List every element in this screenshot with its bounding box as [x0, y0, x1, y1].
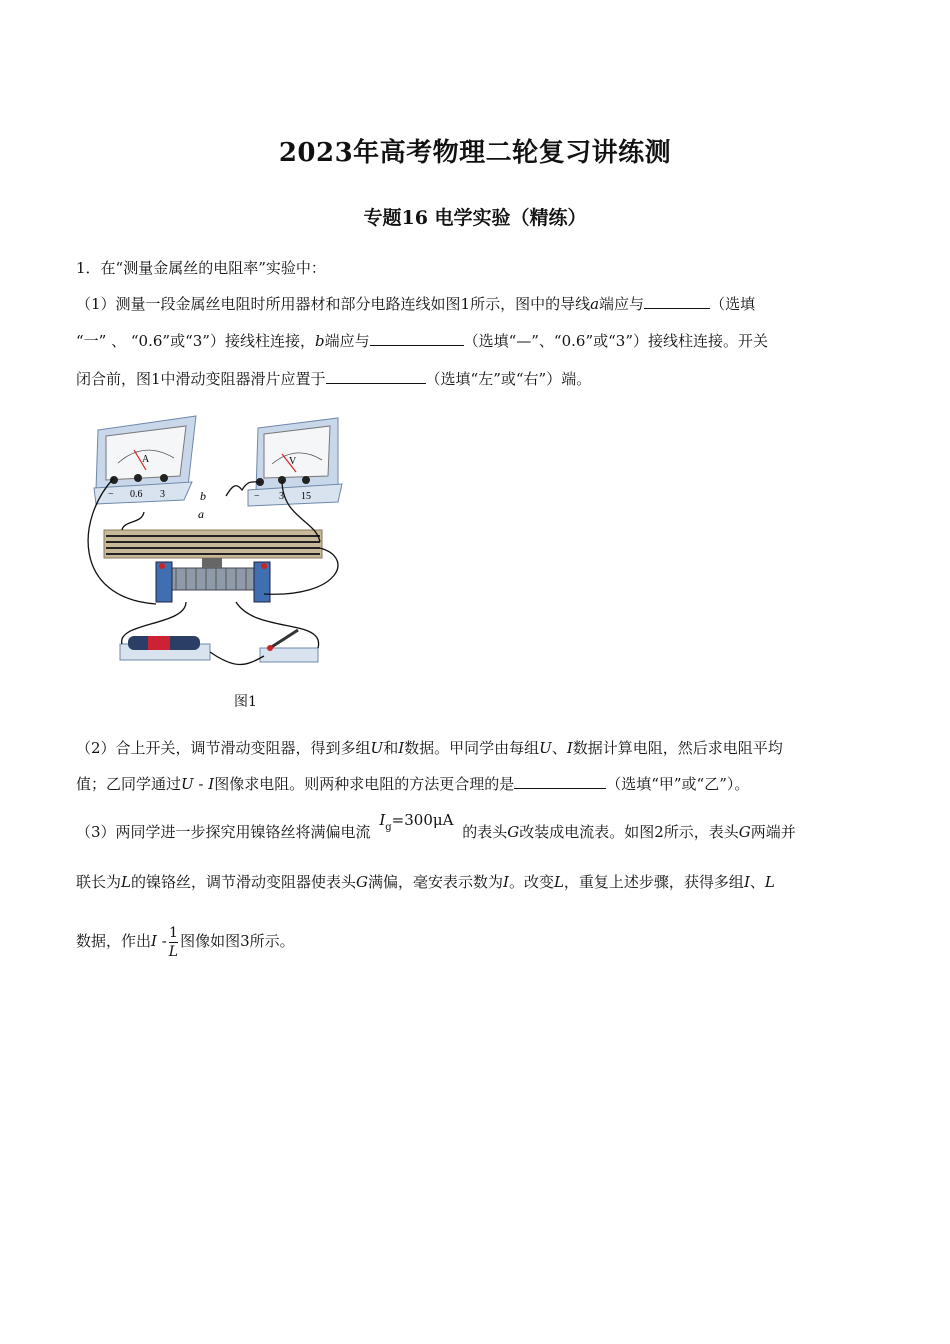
part2-line1: （2）合上开关，调节滑动变阻器，得到多组U和I数据。甲同学由每组U、I数据计算电阻，然后求电阻平均	[76, 739, 783, 757]
part1-line3: 闭合前，图1中滑动变阻器滑片应置于 （选填“左”或“右”）端。	[76, 370, 592, 388]
answer-blank[interactable]	[514, 774, 606, 789]
voltmeter	[248, 418, 342, 506]
part3-line3: 数据，作出I - $\frac{1}{L}$ 图像如图3所示。	[76, 924, 295, 960]
page-title: 2023年高考物理二轮复习讲练测	[278, 138, 672, 168]
switch	[260, 630, 318, 662]
svg-text:15: 15	[301, 491, 311, 502]
svg-text:a: a	[198, 507, 204, 521]
ig-formula: $I_g=300\mu A$	[379, 811, 454, 833]
part1-line2: “一” 、 “0.6”或“3”）接线柱连接，b端应与 （选填“—”、“0.6”或“3”）接线柱连接。开关	[76, 332, 768, 350]
svg-text:0.6: 0.6	[130, 489, 143, 500]
answer-blank[interactable]	[644, 294, 710, 309]
part3-line1: （3）两同学进一步探究用镍铬丝将满偏电流 $I_g=300\mu A$ 的表头G改装成电流表。如图2所示，表头G两端并	[76, 811, 796, 841]
figure-caption: 图1	[234, 694, 257, 710]
ammeter	[94, 416, 196, 504]
svg-text:3: 3	[279, 491, 284, 502]
part2-line2: 值；乙同学通过U - I图像求电阻。则两种求电阻的方法更合理的是 （选填“甲”或“乙”）。	[76, 775, 750, 793]
svg-text:b: b	[200, 489, 206, 503]
svg-text:3: 3	[160, 489, 165, 500]
rheostat	[156, 558, 270, 602]
svg-text:V: V	[289, 456, 297, 467]
circuit-figure	[76, 408, 346, 698]
svg-text:−: −	[254, 491, 260, 502]
svg-text:−: −	[108, 489, 114, 500]
battery	[120, 636, 210, 660]
part3-line2: 联长为L的镍铬丝，调节滑动变阻器使表头G满偏，毫安表示数为I。改变L，重复上述步骤，获得多组I、L	[76, 873, 775, 891]
part1-line1: （1）测量一段金属丝电阻时所用器材和部分电路连线如图1所示，图中的导线a端应与 （选填	[76, 295, 756, 313]
answer-blank[interactable]	[370, 331, 464, 346]
answer-blank[interactable]	[326, 369, 426, 384]
page-subtitle: 专题16 电学实验（精练）	[363, 207, 587, 229]
question-intro: 1．在“测量金属丝的电阻率”实验中：	[76, 259, 326, 277]
fraction-1-over-L: $\frac{1}{L}$	[168, 924, 179, 960]
svg-text:A: A	[142, 454, 150, 465]
